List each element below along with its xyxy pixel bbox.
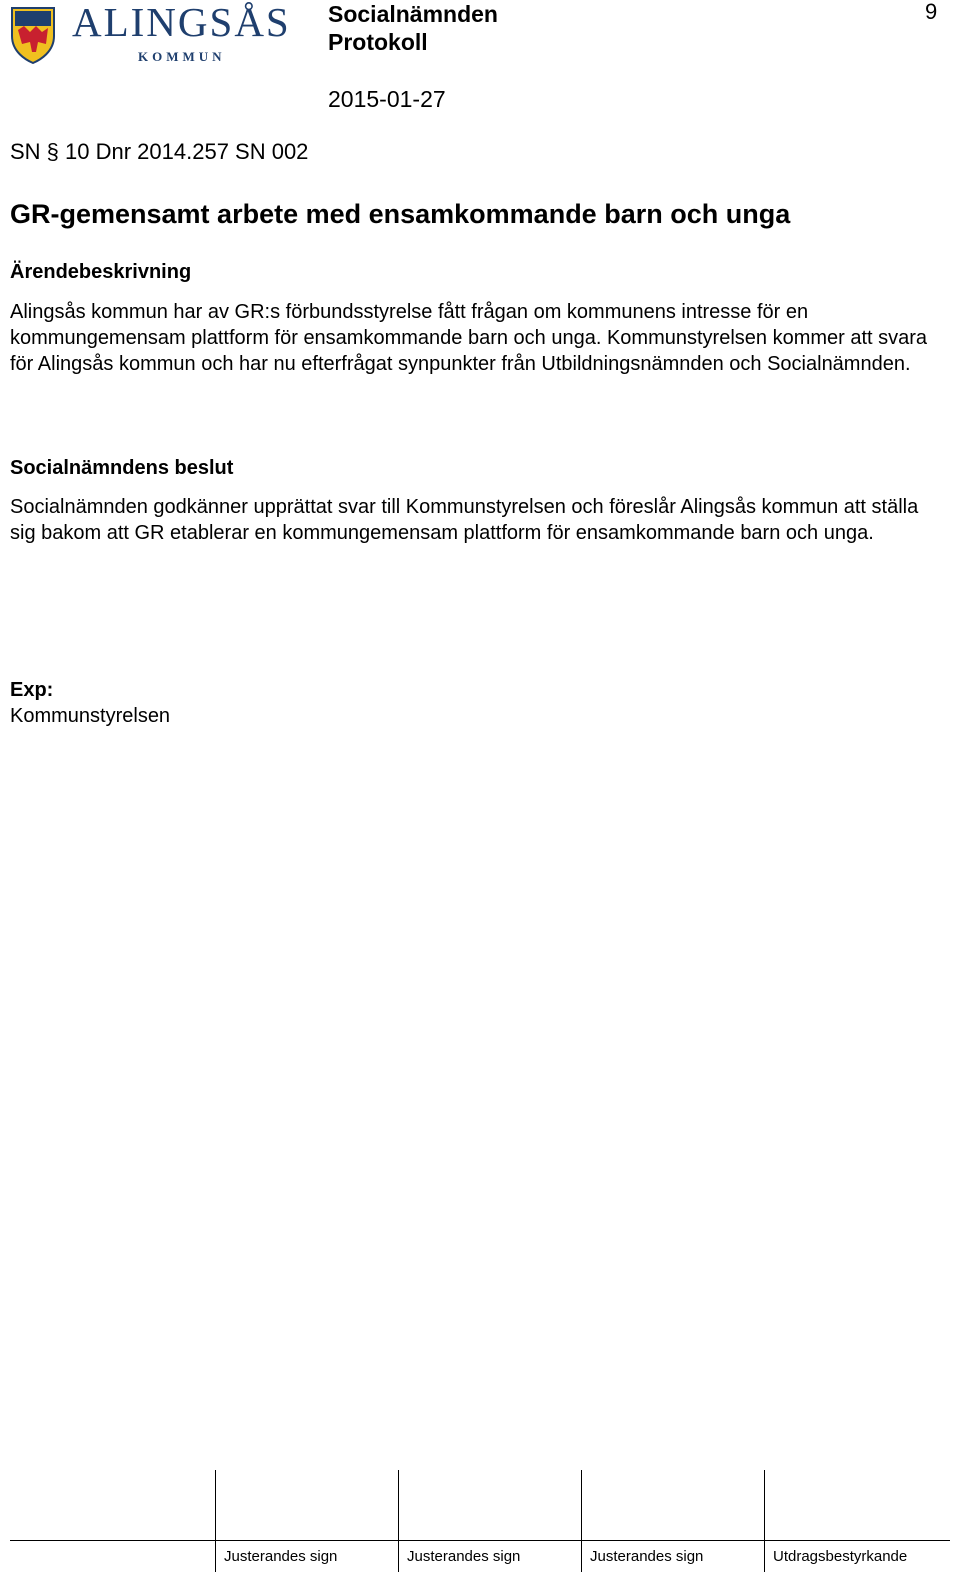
logo-wordmark: ALINGSÅS bbox=[72, 0, 291, 45]
signature-label: Justerandes sign bbox=[590, 1548, 704, 1565]
header-document-type: Protokoll bbox=[328, 29, 428, 55]
section-body-description: Alingsås kommun har av GR:s förbundsstyrelse fått frågan om kommunens intresse för en kommungemensam plattform för ensamkommande barn och unga. Kommunstyrelsen kommer att svara för Alingsås kommun och har nu efterfrågat synpunkter från Utbildningsnämnden och Socialnämnden. bbox=[10, 301, 928, 375]
case-reference: SN § 10 Dnr 2014.257 SN 002 bbox=[10, 139, 309, 164]
expedition-label: Exp: bbox=[10, 679, 54, 701]
logo-subtitle: KOMMUN bbox=[138, 49, 226, 64]
signature-label: Justerandes sign bbox=[407, 1548, 521, 1565]
signature-label: Justerandes sign bbox=[224, 1548, 338, 1565]
certification-label: Utdragsbestyrkande bbox=[773, 1548, 908, 1565]
signature-divider bbox=[764, 1470, 765, 1572]
header-date: 2015-01-27 bbox=[328, 86, 446, 112]
section-body-decision: Socialnämnden godkänner upprättat svar till Kommunstyrelsen och föreslår Alingsås kommun att ställa sig bakom att GR etablerar en kommungemensam plattform för ensamkommande barn och unga. bbox=[10, 496, 919, 544]
municipality-logo bbox=[10, 0, 290, 68]
header-organization: Socialnämnden bbox=[328, 1, 498, 27]
coat-of-arms-icon bbox=[10, 6, 56, 64]
section-heading-decision: Socialnämndens beslut bbox=[10, 457, 234, 479]
expedition-recipient: Kommunstyrelsen bbox=[10, 705, 171, 727]
signature-divider bbox=[215, 1470, 216, 1572]
case-title: GR-gemensamt arbete med ensamkommande barn och unga bbox=[10, 199, 791, 229]
signature-divider bbox=[398, 1470, 399, 1572]
signature-baseline bbox=[10, 1540, 950, 1541]
section-heading-description: Ärendebeskrivning bbox=[10, 261, 192, 283]
signature-divider bbox=[581, 1470, 582, 1572]
page-number: 9 bbox=[925, 0, 938, 24]
